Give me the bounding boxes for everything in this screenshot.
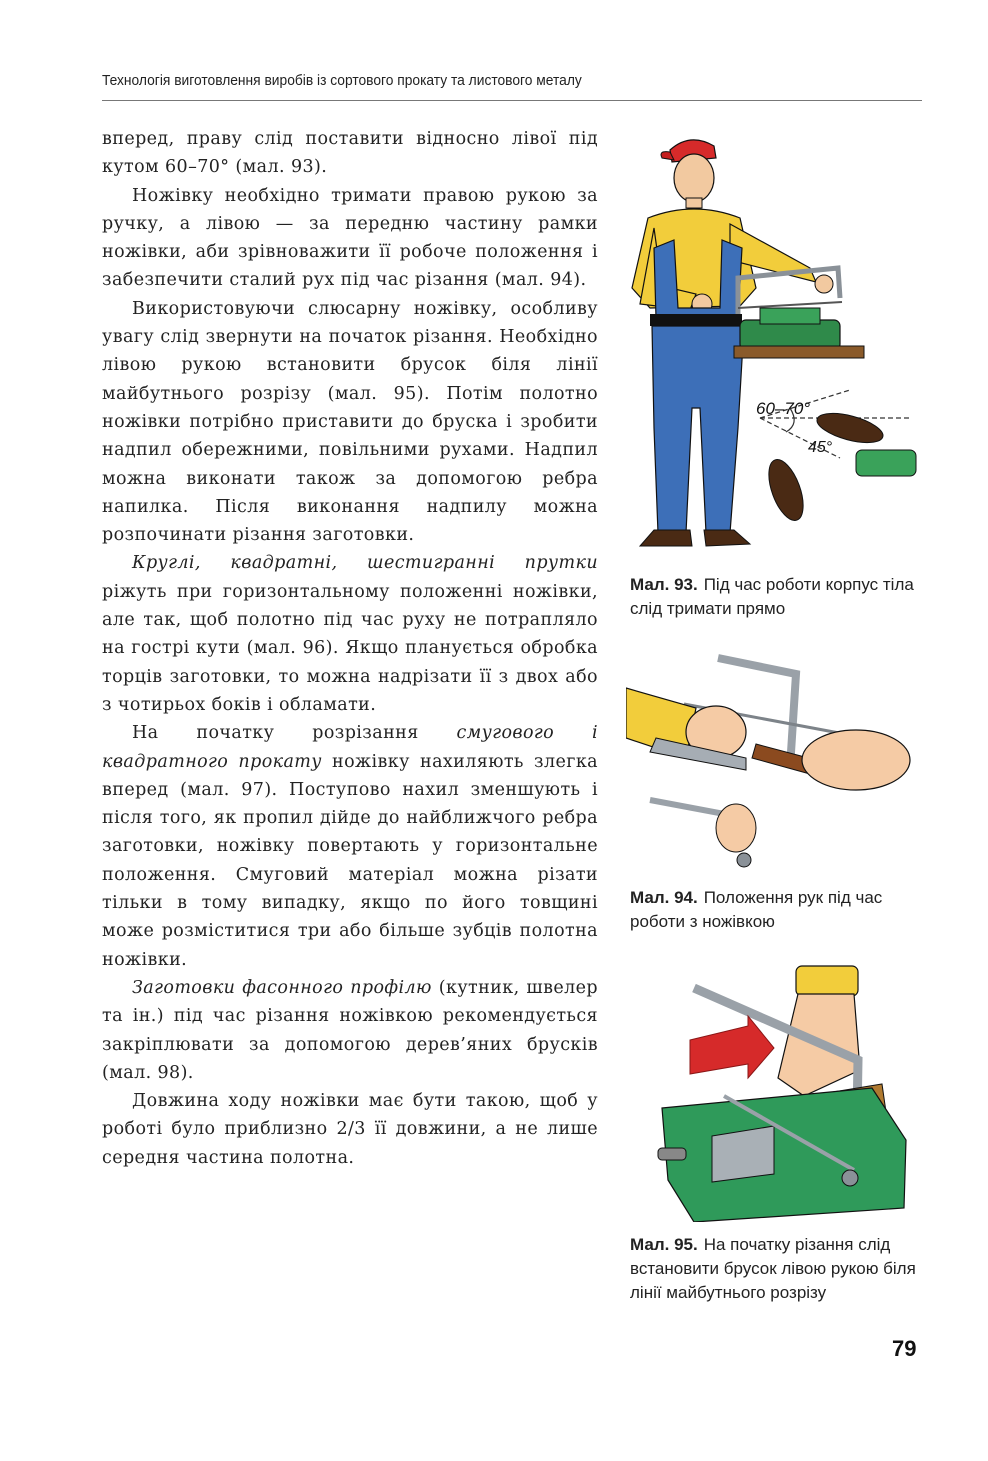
- paragraph-text: (кутник, швелер та ін.) під час різання ножівкою рекомендується закріплювати за допомогою дерев’яних брусків (мал. 98).: [102, 977, 598, 1083]
- figure-93-illustration: [610, 128, 930, 558]
- paragraph-7: Довжина ходу ножівки має бути такою, щоб у роботі було приблизно 2/3 її довжини, а не лише середня частина полотна.: [102, 1091, 598, 1168]
- figure-95-caption: [630, 1233, 930, 1305]
- figure-93-label: Мал. 93.: [630, 575, 698, 594]
- main-text: [102, 125, 598, 1172]
- angle-label-45: 45°: [808, 439, 833, 456]
- figure-93-text: Під час роботи корпус тіла слід тримати прямо: [630, 575, 914, 618]
- paragraph-2: Ножівку необхідно тримати правою рукою за ручку, а лівою — за передню частину рамки ножівки, аби зрівноважити її робоче положення і забезпечити сталий рух під час різання (мал. 94).: [102, 185, 598, 291]
- paragraph-4: [102, 549, 598, 719]
- paragraph-6: [102, 974, 598, 1087]
- figure-95-illustration: [654, 960, 922, 1222]
- paragraph-3: Використовуючи слюсарну ножівку, особливу увагу слід звернути на початок різання. Необхідно лівою рукою встановити брусок біля лінії майбутнього розрізу (мал. 95). Потім полотно ножівки потрібно приставити до бруска і зробити надпил обережними, повільними рухами. Надпил можна виконати також за допомогою ребра напилка. Після виконання надпилу можна розпочинати різання заготовки.: [102, 298, 598, 546]
- paragraph-1: вперед, праву слід поставити відносно лівої під кутом 60–70° (мал. 93).: [102, 129, 598, 178]
- running-header: Технологія виготовлення виробів із сортового прокату та листового металу: [102, 72, 582, 89]
- italic-term: Заготовки фасонного профілю: [132, 977, 432, 998]
- figure-95-text: На початку різання слід встановити брусок лівою рукою біля лінії майбутнього розрізу: [630, 1235, 916, 1302]
- page-number: 79: [892, 1336, 917, 1361]
- paragraph-text: На початку розрізання: [132, 723, 457, 744]
- figure-94-illustration: [626, 648, 926, 880]
- figure-94-text: Положення рук під час роботи з ножівкою: [630, 888, 883, 931]
- angle-label-60-70: 60–70°: [756, 399, 811, 418]
- paragraph-5: [102, 719, 598, 974]
- header-rule: [102, 100, 922, 101]
- paragraph-text: ріжуть при горизонтальному положенні ножівки, але так, щоб полотно під час руху не потрапляло на гострі кути (мал. 96). Якщо планується обробка торців заготовки, то можна надрізати її з двох або з чотирьох боків і обламати.: [102, 581, 598, 715]
- figure-95-label: Мал. 95.: [630, 1235, 698, 1254]
- figure-94-caption: [630, 886, 930, 934]
- italic-term: Круглі, квадратні, шестигранні прутки: [132, 553, 598, 574]
- paragraph-text: ножівку нахиляють злегка вперед (мал. 97). Поступово нахил зменшують і після того, як пропил дійде до найближчого ребра заготовки, ножівку повертають у горизонтальне положення. Смуговий матеріал можна різати тільки в тому випадку, якщо по його товщині може розміститися три або більше зубців полотна ножівки.: [102, 751, 598, 970]
- italic-term: смугового і квадратного прокату: [102, 723, 598, 772]
- figure-93-caption: [630, 573, 930, 621]
- figure-94-label: Мал. 94.: [630, 888, 698, 907]
